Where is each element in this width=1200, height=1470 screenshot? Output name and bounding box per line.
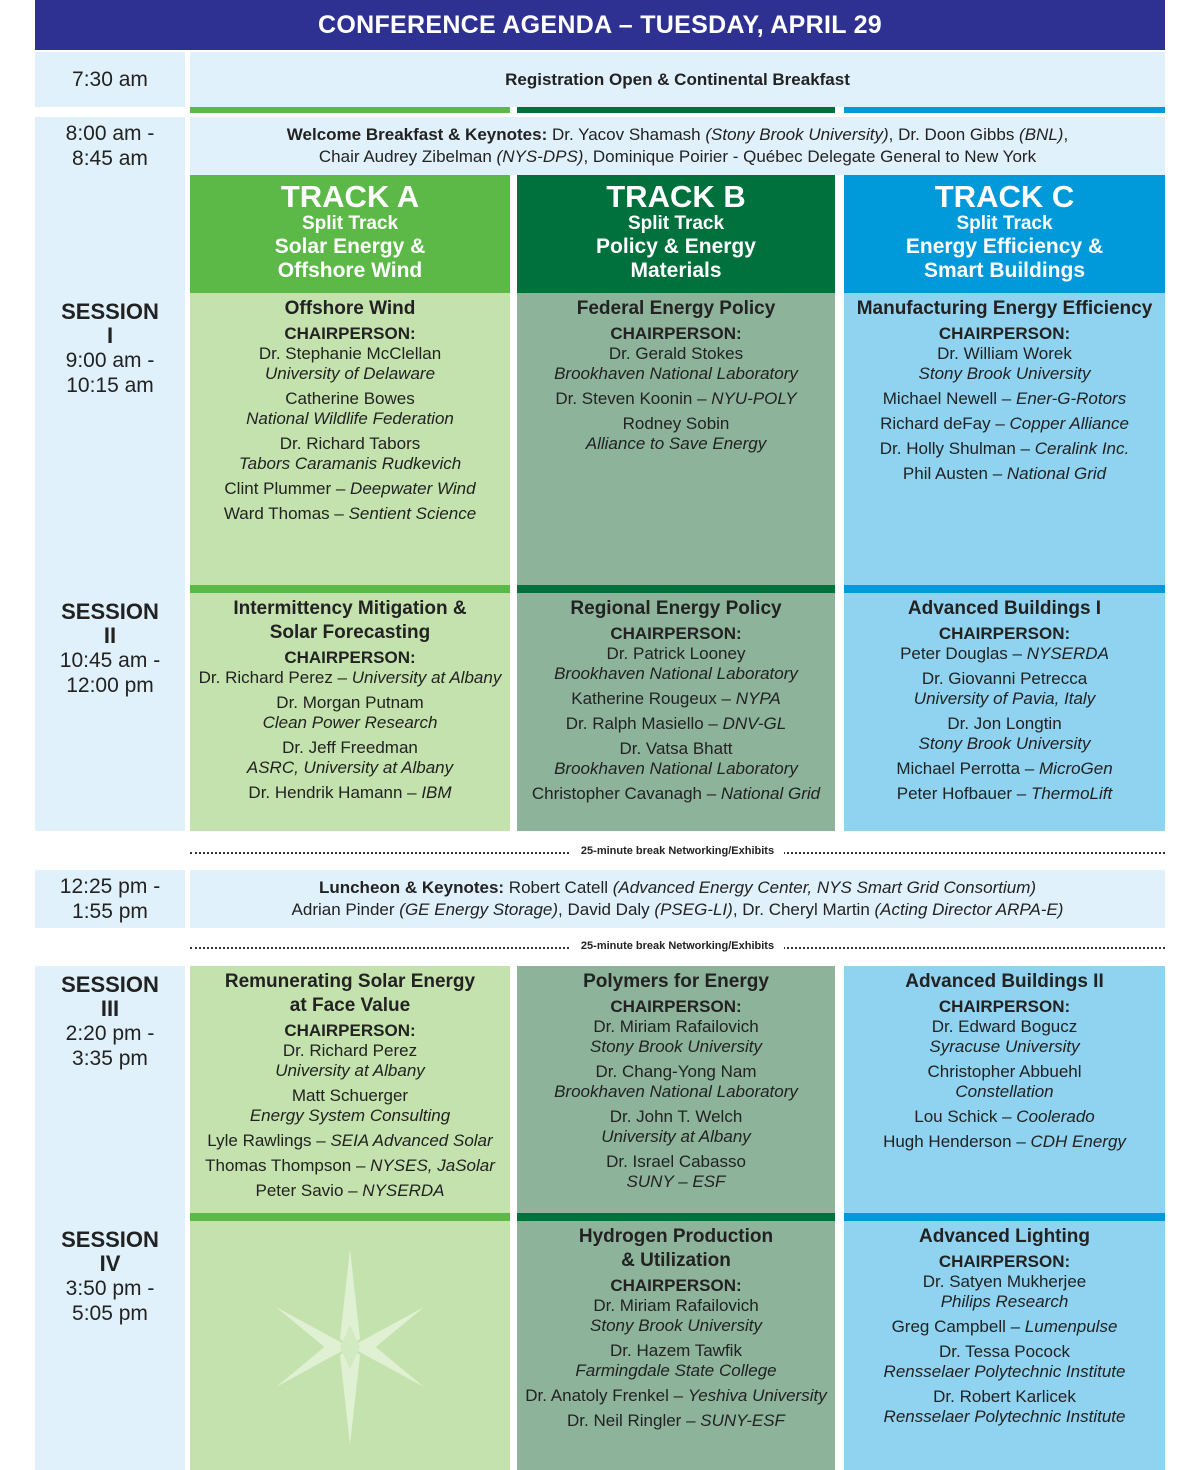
speaker-name: Dr. Neil Ringler – (567, 1411, 701, 1430)
break-1-label: 25-minute break Networking/Exhibits (571, 845, 784, 857)
speaker-affiliation: National Wildlife Federation (246, 409, 454, 428)
session-2-label (35, 593, 185, 831)
luncheon-affiliation: (Acting Director ARPA-E) (874, 900, 1064, 919)
speaker (844, 1107, 1165, 1127)
track-a-bar (190, 107, 510, 113)
track-c-divider (844, 1213, 1165, 1221)
registration-text: Registration Open & Continental Breakfast (190, 52, 1165, 107)
session-3-track-a (190, 966, 510, 1213)
session-title: Remunerating Solar Energy (224, 971, 476, 992)
chairperson-label: CHAIRPERSON: (610, 997, 742, 1016)
chairperson-name: Dr. Gerald Stokes (608, 344, 744, 363)
chairperson-name: Dr. Richard Perez – (198, 668, 352, 687)
luncheon-lead: Luncheon & Keynotes: (318, 878, 505, 897)
speaker-name: Dr. Hendrik Hamann – (248, 783, 422, 802)
speaker (844, 1317, 1165, 1337)
speaker (844, 464, 1165, 484)
speaker-name: Dr. Robert Karlicek (933, 1387, 1076, 1406)
track-a-sub: Split Track (301, 213, 399, 234)
speaker-affiliation: NYSERDA (362, 1181, 445, 1200)
session-title: Advanced Buildings II (905, 971, 1104, 992)
speaker-name: Dr. Ralph Masiello – (565, 714, 723, 733)
chairperson (517, 644, 835, 684)
speaker-name: Peter Hofbauer – (896, 784, 1031, 803)
break-1 (190, 845, 1165, 859)
speaker-affiliation: University at Albany (601, 1127, 751, 1146)
speaker-name: Michael Perrotta – (896, 759, 1039, 778)
speaker-affiliation: Brookhaven National Laboratory (554, 759, 798, 778)
track-b-bar (517, 107, 835, 113)
luncheon-speaker: , Dr. Cheryl Martin (732, 900, 875, 919)
speaker (844, 1342, 1165, 1382)
luncheon-affiliation: (GE Energy Storage) (399, 900, 559, 919)
speaker-affiliation: CDH Energy (1030, 1132, 1126, 1151)
session-title: Advanced Buildings I (907, 598, 1102, 619)
speaker-affiliation: MicroGen (1039, 759, 1113, 778)
session-1-track-c (844, 293, 1165, 585)
speaker-name: Dr. Morgan Putnam (276, 693, 424, 712)
session-title: Intermittency Mitigation & (233, 598, 467, 619)
welcome-speaker: Chair Audrey Zibelman (318, 147, 497, 166)
speaker-affiliation: National Grid (1006, 464, 1107, 483)
session-4-number: IV (99, 1251, 121, 1276)
chairperson-name: Dr. Miriam Rafailovich (593, 1296, 759, 1315)
chairperson-affiliation: Stony Brook University (918, 364, 1091, 383)
session-2-track-c (844, 593, 1165, 831)
chairperson-name: Dr. Stephanie McClellan (258, 344, 442, 363)
session-title: Manufacturing Energy Efficiency (856, 298, 1153, 319)
speaker (517, 1386, 835, 1406)
speaker (517, 389, 835, 409)
chairperson (844, 1017, 1165, 1057)
session-1-end: 10:15 am (66, 374, 154, 397)
chairperson-affiliation: University at Albany (351, 668, 502, 687)
session-2-number: II (103, 623, 117, 648)
speaker (190, 389, 510, 429)
track-a-name: TRACK A (280, 179, 420, 214)
track-a-divider (190, 1213, 510, 1221)
speaker-affiliation: IBM (421, 783, 452, 802)
session-4-end: 5:05 pm (72, 1302, 148, 1325)
chairperson-affiliation: University at Albany (275, 1061, 425, 1080)
chairperson-affiliation: NYSERDA (1026, 644, 1109, 663)
speaker-affiliation: SEIA Advanced Solar (330, 1131, 493, 1150)
speaker (190, 434, 510, 474)
session-1-label (35, 293, 185, 585)
speaker-name: Michael Newell – (882, 389, 1016, 408)
speaker (517, 1341, 835, 1381)
session-1-track-b (517, 293, 835, 585)
track-a-header (190, 175, 510, 293)
speaker-affiliation: Ener-G-Rotors (1016, 389, 1127, 408)
speaker (844, 389, 1165, 409)
chairperson-affiliation: Brookhaven National Laboratory (554, 364, 798, 383)
speaker-name: Dr. Giovanni Petrecca (921, 669, 1088, 688)
chairperson-label: CHAIRPERSON: (284, 648, 416, 667)
speaker (517, 689, 835, 709)
session-1-start: 9:00 am - (65, 349, 155, 372)
luncheon-time (35, 870, 185, 928)
speaker (190, 1086, 510, 1126)
speaker-affiliation: NYSES, JaSolar (370, 1156, 495, 1175)
speaker-name: Lou Schick – (914, 1107, 1017, 1126)
track-c-divider (844, 585, 1165, 593)
welcome-line-1 (287, 124, 1068, 146)
luncheon-time-end: 1:55 pm (72, 900, 148, 923)
chairperson-label: CHAIRPERSON: (938, 624, 1071, 643)
luncheon-speaker: , David Daly (558, 900, 655, 919)
track-c-topic-2: Smart Buildings (923, 259, 1086, 282)
track-c-bar (844, 107, 1165, 113)
speaker-name: Dr. Tessa Pocock (938, 1342, 1071, 1361)
track-b-topic-1: Policy & Energy (596, 235, 756, 258)
break-1-label-wrap (190, 845, 1165, 857)
welcome-affiliation: (BNL) (1019, 125, 1064, 144)
luncheon-affiliation: (PSEG-LI) (654, 900, 733, 919)
chairperson-name: Dr. Richard Perez (282, 1041, 418, 1060)
speaker-name: Dr. Jeff Freedman (282, 738, 418, 757)
speaker-affiliation: Coolerado (1016, 1107, 1095, 1126)
session-2-end: 12:00 pm (66, 674, 154, 697)
speaker (190, 783, 510, 803)
speaker (190, 504, 510, 524)
session-divider (35, 585, 185, 593)
chairperson-label: CHAIRPERSON: (610, 1276, 742, 1295)
chairperson (517, 1017, 835, 1057)
session-1-word: SESSION (61, 299, 159, 324)
session-3-number: III (100, 996, 120, 1021)
track-a-divider (190, 585, 510, 593)
welcome-time-start: 8:00 am - (65, 122, 155, 145)
speaker (517, 714, 835, 734)
track-b-header (517, 175, 835, 293)
break-2-label-wrap (190, 940, 1165, 952)
chairperson-name: Dr. William Worek (937, 344, 1072, 363)
session-2-start: 10:45 am - (59, 649, 161, 672)
session-3-start: 2:20 pm - (65, 1022, 155, 1045)
speaker-name: Clint Plummer – (224, 479, 351, 498)
speaker (190, 693, 510, 733)
chairperson-affiliation: University of Delaware (264, 364, 436, 383)
speaker-affiliation: Alliance to Save Energy (585, 434, 767, 453)
speaker-affiliation: Energy System Consulting (249, 1106, 451, 1125)
session-3-track-b (517, 966, 835, 1213)
chairperson (844, 1272, 1165, 1312)
registration-time: 7:30 am (35, 52, 185, 107)
speaker (844, 414, 1165, 434)
speaker (517, 1062, 835, 1102)
welcome-affiliation: (NYS-DPS) (496, 147, 584, 166)
luncheon-speaker: Robert Catell (504, 878, 613, 897)
luncheon-time-start: 12:25 pm - (59, 875, 161, 898)
speaker (190, 1156, 510, 1176)
session-title: Solar Forecasting (269, 622, 431, 643)
session-4-word: SESSION (61, 1227, 159, 1252)
chairperson-name: Dr. Patrick Looney (606, 644, 746, 663)
track-header-spacer (35, 175, 185, 293)
chairperson-name: Dr. Satyen Mukherjee (922, 1272, 1087, 1291)
luncheon-speaker: Adrian Pinder (291, 900, 400, 919)
speaker-name: Dr. Richard Tabors (279, 434, 421, 453)
welcome-line-2 (319, 146, 1036, 168)
chairperson (190, 1041, 510, 1081)
chairperson-affiliation: Philips Research (940, 1292, 1069, 1311)
session-title: Offshore Wind (284, 298, 416, 319)
track-b-divider (517, 1213, 835, 1221)
speaker-affiliation: Deepwater Wind (350, 479, 476, 498)
speaker (844, 784, 1165, 804)
welcome-keynotes (190, 117, 1165, 175)
luncheon-keynotes (190, 870, 1165, 928)
speaker-name: Thomas Thompson – (205, 1156, 371, 1175)
session-2-word: SESSION (61, 599, 159, 624)
speaker (517, 1411, 835, 1431)
speaker (190, 1181, 510, 1201)
session-4-track-b (517, 1221, 835, 1470)
speaker-name: Catherine Bowes (285, 389, 415, 408)
speaker-name: Lyle Rawlings – (207, 1131, 331, 1150)
speaker-name: Christopher Cavanagh – (531, 784, 721, 803)
chairperson-label: CHAIRPERSON: (610, 624, 742, 643)
speaker-name: Dr. Holly Shulman – (879, 439, 1035, 458)
chairperson (190, 668, 510, 688)
speaker-name: Katherine Rougeux – (571, 689, 736, 708)
speaker-affiliation: Stony Brook University (918, 734, 1091, 753)
speaker-name: Dr. Chang-Yong Nam (595, 1062, 757, 1081)
speaker (517, 739, 835, 779)
speaker-affiliation: SUNY-ESF (700, 1411, 785, 1430)
luncheon-affiliation: (Advanced Energy Center, NYS Smart Grid Consortium) (612, 878, 1037, 897)
break-2-label: 25-minute break Networking/Exhibits (571, 940, 784, 952)
speaker-name: Christopher Abbuehl (927, 1062, 1082, 1081)
star-logo-icon (190, 1221, 510, 1470)
speaker (844, 439, 1165, 459)
track-c-header (844, 175, 1165, 293)
speaker-affiliation: Constellation (955, 1082, 1054, 1101)
speaker-name: Dr. John T. Welch (609, 1107, 743, 1126)
session-title: Polymers for Energy (583, 971, 769, 992)
speaker (844, 759, 1165, 779)
speaker (517, 414, 835, 454)
session-title: Regional Energy Policy (570, 598, 782, 619)
chairperson-label: CHAIRPERSON: (610, 324, 742, 343)
break-2 (190, 940, 1165, 954)
speaker-affiliation: Farmingdale State College (575, 1361, 777, 1380)
session-4-label (35, 1221, 185, 1470)
chairperson-label: CHAIRPERSON: (284, 1021, 416, 1040)
speaker-name: Hugh Henderson – (883, 1132, 1031, 1151)
speaker-name: Rodney Sobin (622, 414, 730, 433)
welcome-speaker: , Dr. Doon Gibbs (888, 125, 1020, 144)
welcome-separator: , (1063, 125, 1069, 144)
speaker-name: Dr. Hazem Tawfik (610, 1341, 742, 1360)
track-a-topic-2: Offshore Wind (277, 259, 423, 282)
chairperson-affiliation: Stony Brook University (590, 1316, 762, 1335)
chairperson (844, 644, 1165, 664)
speaker-name: Peter Savio – (255, 1181, 363, 1200)
speaker-affiliation: SUNY – ESF (626, 1172, 726, 1191)
speaker-name: Dr. Israel Cabasso (606, 1152, 746, 1171)
chairperson-name: Dr. Miriam Rafailovich (593, 1017, 759, 1036)
speaker-name: Dr. Steven Koonin – (555, 389, 712, 408)
track-b-name: TRACK B (606, 179, 746, 214)
chairperson-affiliation: Brookhaven National Laboratory (554, 664, 798, 683)
speaker-affiliation: Lumenpulse (1024, 1317, 1118, 1336)
session-2-track-b (517, 593, 835, 831)
speaker-name: Dr. Jon Longtin (947, 714, 1062, 733)
session-1-track-a (190, 293, 510, 585)
speaker-affiliation: Rensselaer Polytechnic Institute (883, 1407, 1126, 1426)
speaker-name: Dr. Vatsa Bhatt (619, 739, 733, 758)
speaker (517, 784, 835, 804)
speaker (190, 738, 510, 778)
track-c-sub: Split Track (956, 213, 1053, 234)
chairperson (190, 344, 510, 384)
speaker-affiliation: ASRC, University at Albany (246, 758, 454, 777)
luncheon-line-2 (292, 899, 1064, 921)
speaker (517, 1152, 835, 1192)
speaker (844, 1387, 1165, 1427)
session-title: Hydrogen Production (578, 1226, 774, 1247)
speaker-affiliation: DNV-GL (722, 714, 787, 733)
session-title: & Utilization (621, 1250, 731, 1271)
speaker-name: Ward Thomas – (223, 504, 349, 523)
speaker (844, 1132, 1165, 1152)
track-c-name: TRACK C (934, 179, 1075, 214)
speaker (844, 1062, 1165, 1102)
session-4-track-a (190, 1221, 510, 1470)
speaker-affiliation: National Grid (720, 784, 821, 803)
speaker-name: Phil Austen – (902, 464, 1007, 483)
welcome-lead: Welcome Breakfast & Keynotes: (286, 125, 548, 144)
track-a-topic-1: Solar Energy & (274, 235, 426, 258)
chairperson-label: CHAIRPERSON: (938, 1252, 1071, 1271)
speaker-affiliation: Clean Power Research (262, 713, 438, 732)
session-divider (35, 1213, 185, 1221)
speaker-name: Greg Campbell – (891, 1317, 1025, 1336)
speaker-affiliation: Tabors Caramanis Rudkevich (238, 454, 462, 473)
session-title: Advanced Lighting (919, 1226, 1090, 1247)
session-title: at Face Value (289, 995, 411, 1016)
speaker-affiliation: Yeshiva University (687, 1386, 827, 1405)
speaker (517, 1107, 835, 1147)
chairperson (844, 344, 1165, 384)
session-title: Federal Energy Policy (576, 298, 776, 319)
track-b-sub: Split Track (627, 213, 725, 234)
speaker-name: Richard deFay – (880, 414, 1010, 433)
welcome-time-end: 8:45 am (72, 147, 148, 170)
chairperson-affiliation: Syracuse University (929, 1037, 1080, 1056)
chairperson-name: Peter Douglas – (900, 644, 1027, 663)
speaker-affiliation: University of Pavia, Italy (913, 689, 1096, 708)
speaker-affiliation: NYPA (735, 689, 781, 708)
chairperson-name: Dr. Edward Bogucz (931, 1017, 1078, 1036)
session-1-number: I (106, 323, 114, 348)
speaker-name: Matt Schuerger (291, 1086, 409, 1105)
track-c-topic-1: Energy Efficiency & (905, 235, 1104, 258)
speaker (844, 714, 1165, 754)
welcome-speaker: , Dominique Poirier - Québec Delegate General to New York (583, 147, 1037, 166)
session-3-end: 3:35 pm (72, 1047, 148, 1070)
chairperson (517, 344, 835, 384)
chairperson-label: CHAIRPERSON: (938, 997, 1071, 1016)
speaker-affiliation: Brookhaven National Laboratory (554, 1082, 798, 1101)
speaker-affiliation: Rensselaer Polytechnic Institute (883, 1362, 1126, 1381)
agenda-title: CONFERENCE AGENDA – TUESDAY, APRIL 29 (35, 0, 1165, 50)
speaker (844, 669, 1165, 709)
track-b-divider (517, 585, 835, 593)
session-3-track-c (844, 966, 1165, 1213)
session-2-track-a (190, 593, 510, 831)
speaker-affiliation: Sentient Science (348, 504, 477, 523)
chairperson-affiliation: Stony Brook University (590, 1037, 762, 1056)
session-4-track-c (844, 1221, 1165, 1470)
speaker-name: Dr. Anatoly Frenkel – (525, 1386, 688, 1405)
welcome-time (35, 117, 185, 175)
chairperson-label: CHAIRPERSON: (284, 324, 416, 343)
speaker (190, 1131, 510, 1151)
speaker-affiliation: ThermoLift (1030, 784, 1113, 803)
speaker-affiliation: Ceralink Inc. (1034, 439, 1130, 458)
welcome-affiliation: (Stony Brook University) (705, 125, 889, 144)
luncheon-line-1 (319, 877, 1036, 899)
chairperson (517, 1296, 835, 1336)
session-4-start: 3:50 pm - (65, 1277, 155, 1300)
speaker-affiliation: NYU-POLY (711, 389, 797, 408)
chairperson-label: CHAIRPERSON: (938, 324, 1071, 343)
track-b-topic-2: Materials (630, 259, 722, 282)
welcome-speaker: Dr. Yacov Shamash (547, 125, 706, 144)
speaker-affiliation: Copper Alliance (1009, 414, 1129, 433)
session-3-label (35, 966, 185, 1213)
speaker (190, 479, 510, 499)
session-3-word: SESSION (61, 972, 159, 997)
